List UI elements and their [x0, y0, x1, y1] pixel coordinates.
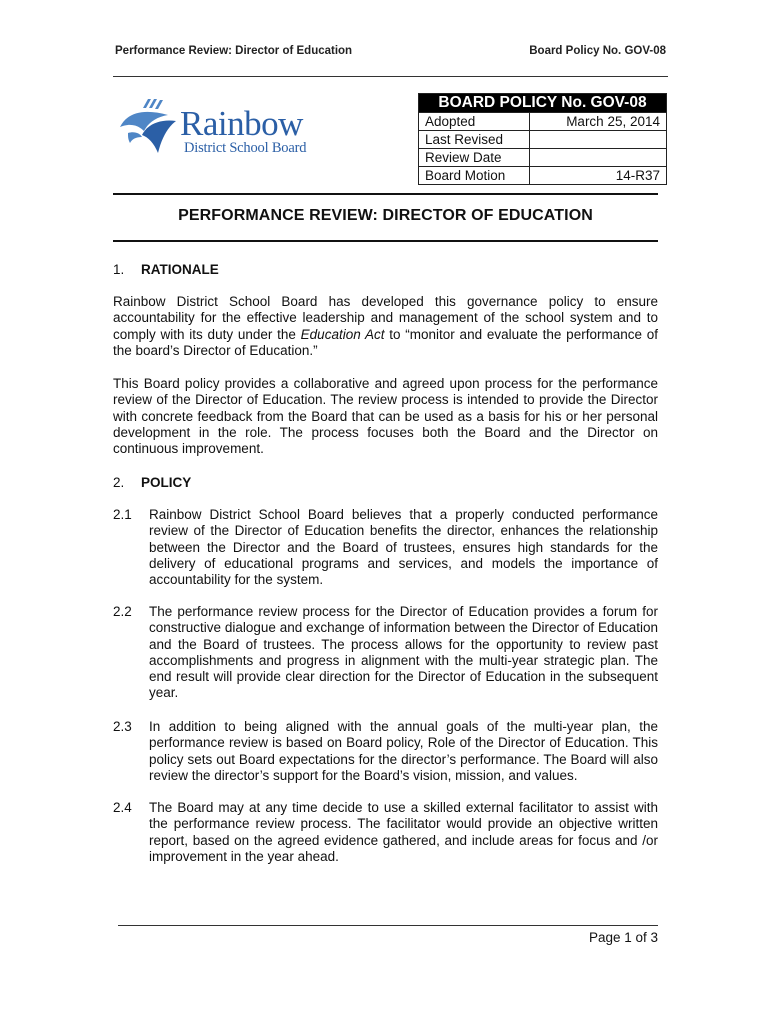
- rainbow-swoosh-icon: [118, 97, 180, 159]
- item-text: In addition to being aligned with the annual goals of the multi-year plan, the performance review is based on Board policy, Role of the Director of Education. This policy sets out Board expectations for the director’s performance. The Board will also review the director’s support for the Board’s vision, mission, and values.: [149, 719, 658, 783]
- policy-info-row-last-revised: [419, 130, 666, 148]
- footer-rule: [118, 925, 658, 926]
- policy-info-value: March 25, 2014: [566, 114, 660, 129]
- item-number: 2.1: [113, 507, 132, 522]
- policy-info-row-review-date: [419, 148, 666, 166]
- title-rule-top: [113, 193, 658, 195]
- section-number: 2.: [113, 475, 125, 490]
- paragraph-text: to “monitor and evaluate the performance of the board’s Director of Education.”: [113, 326, 658, 358]
- section-heading-policy: [113, 475, 191, 490]
- school-board-logo: [118, 97, 323, 163]
- item-text: Rainbow District School Board believes that a properly conducted performance review of the Director of Education benefits the director, enhances the relationship between the Director and the Board of trustees, ensures high standards for the delivery of educational programs and services, and models the importance of accountability for the system.: [149, 507, 658, 588]
- rationale-paragraph-2: This Board policy provides a collaborative and agreed upon process for the performance review of the Director of Education. The review process is intended to provide the Director with concrete feedback from the Board that can be used as a basis for his or her personal development in the role. The process focuses both the Board and the Director on continuous improvement.: [113, 376, 658, 457]
- section-number: 1.: [113, 262, 125, 277]
- policy-info-label: Adopted: [419, 113, 530, 130]
- item-number: 2.4: [113, 800, 132, 815]
- logo-wordmark: Rainbow: [180, 104, 303, 143]
- running-header: [113, 45, 668, 61]
- item-number: 2.3: [113, 719, 132, 734]
- policy-info-value: [530, 131, 666, 148]
- policy-info-row-board-motion: [419, 166, 666, 184]
- policy-info-label: Board Motion: [419, 167, 530, 184]
- item-text: The performance review process for the Director of Education provides a forum for constructive dialogue and exchange of information between the Director of Education and the Board of trustees. The process allows for the opportunity to review past accomplishments and progress in alignment with the multi-year strategic plan. The end result will provide clear direction for the Director of Education in the subsequent year.: [149, 604, 658, 701]
- policy-info-title: BOARD POLICY No. GOV-08: [419, 94, 666, 112]
- logo-subline: District School Board: [184, 140, 307, 156]
- running-header-policy-number: Board Policy No. GOV-08: [529, 45, 666, 57]
- item-text: The Board may at any time decide to use a skilled external facilitator to assist with the performance review process. The facilitator would provide an objective written report, based on the agreed evidence gathered, and include areas for focus and /or improvement in the year ahead.: [149, 800, 658, 864]
- document-title: PERFORMANCE REVIEW: DIRECTOR OF EDUCATION: [178, 207, 593, 224]
- running-header-title: Performance Review: Director of Education: [115, 45, 353, 57]
- act-name: Education Act: [300, 326, 385, 342]
- title-rule-bottom: [113, 240, 658, 242]
- policy-info-table: [418, 93, 667, 185]
- policy-info-value: 14-R37: [615, 168, 660, 183]
- paragraph-text: Rainbow District School Board has developed this governance policy to ensure accountability for the effective leadership and management of the school system and to comply with its duty under the: [113, 294, 658, 342]
- section-heading-rationale: [113, 262, 219, 277]
- section-title: RATIONALE: [141, 262, 219, 277]
- policy-info-label: Last Revised: [419, 131, 530, 148]
- policy-info-label: Review Date: [419, 149, 530, 166]
- section-title: POLICY: [141, 475, 192, 490]
- policy-info-value: [530, 149, 666, 166]
- rationale-paragraph-1: [113, 294, 658, 359]
- header-rule: [113, 76, 668, 77]
- item-number: 2.2: [113, 604, 132, 619]
- policy-info-row-adopted: [419, 112, 666, 130]
- page-number: Page 1 of 3: [588, 930, 658, 945]
